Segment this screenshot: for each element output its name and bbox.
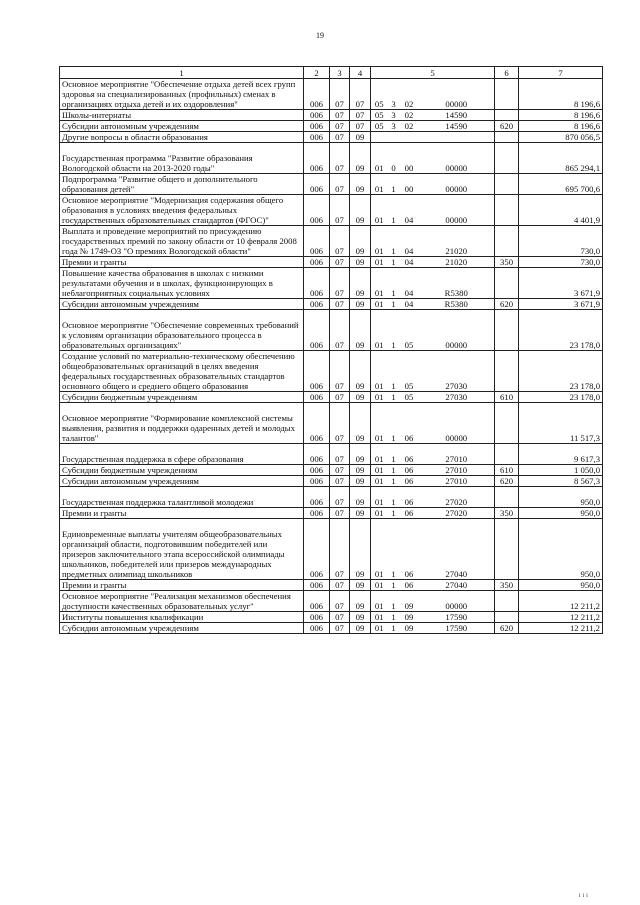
row-code-cell: 1: [388, 580, 400, 591]
header-cell: 6: [495, 67, 519, 79]
table-row: [60, 623, 603, 634]
row-name-cell: Подпрограмма "Развитие общего и дополнительного образования детей": [60, 174, 304, 195]
row-code-cell: 006: [304, 508, 330, 519]
row-code-cell: 006: [304, 591, 330, 612]
row-code-cell: 006: [304, 257, 330, 268]
row-code-cell: 00: [400, 143, 419, 174]
row-code-cell: 07: [330, 132, 350, 143]
row-code-cell: 01: [371, 403, 388, 444]
row-code-cell: 1: [388, 403, 400, 444]
row-code-cell: R5380: [419, 268, 495, 299]
row-amount-cell: 23 178,0: [519, 351, 603, 392]
header-cell: 4: [350, 67, 371, 79]
row-name-cell: Основное мероприятие "Формирование комплексной системы выявления, развития и поддержки одаренных детей и молодых талантов": [60, 403, 304, 444]
row-name-cell: Институты повышения квалификации: [60, 612, 304, 623]
table-row: [60, 110, 603, 121]
row-code-cell: 01: [371, 487, 388, 508]
row-code-cell: 01: [371, 580, 388, 591]
row-code-cell: 006: [304, 580, 330, 591]
table-row: [60, 580, 603, 591]
row-amount-cell: 3 671,9: [519, 268, 603, 299]
row-code-cell: 00000: [419, 310, 495, 351]
row-code-cell: 1: [388, 623, 400, 634]
row-code-cell: 06: [400, 403, 419, 444]
row-name-cell: Государственная поддержка в сфере образования: [60, 444, 304, 465]
row-code-cell: 006: [304, 476, 330, 487]
row-name-cell: Другие вопросы в области образования: [60, 132, 304, 143]
row-code-cell: 27010: [419, 476, 495, 487]
row-code-cell: 04: [400, 195, 419, 226]
row-code-cell: 01: [371, 508, 388, 519]
row-code-cell: [495, 195, 519, 226]
row-code-cell: 07: [330, 623, 350, 634]
row-code-cell: 09: [350, 132, 371, 143]
row-code-cell: 09: [350, 195, 371, 226]
row-code-cell: 07: [330, 268, 350, 299]
row-name-cell: Субсидии автономным учреждениям: [60, 121, 304, 132]
row-code-cell: 01: [371, 143, 388, 174]
header-cell: 5: [371, 67, 495, 79]
row-code-cell: 1: [388, 310, 400, 351]
row-code-cell: 006: [304, 487, 330, 508]
row-code-cell: [495, 310, 519, 351]
row-amount-cell: 8 196,6: [519, 110, 603, 121]
row-code-cell: 07: [330, 591, 350, 612]
table-row: [60, 195, 603, 226]
row-code-cell: 06: [400, 580, 419, 591]
row-code-cell: 05: [371, 121, 388, 132]
row-code-cell: 07: [330, 79, 350, 110]
row-code-cell: [495, 143, 519, 174]
row-name-cell: Основное мероприятие "Обеспечение отдыха детей всех групп здоровья на специализированных (профильных) сменах в организациях отдыха детей и их оздоровления": [60, 79, 304, 110]
row-amount-cell: 950,0: [519, 580, 603, 591]
row-code-cell: 01: [371, 612, 388, 623]
row-code-cell: 1: [388, 351, 400, 392]
row-code-cell: [495, 519, 519, 580]
table-row: [60, 465, 603, 476]
row-amount-cell: 8 196,6: [519, 121, 603, 132]
row-amount-cell: 1 050,0: [519, 465, 603, 476]
row-code-cell: 350: [495, 257, 519, 268]
row-code-cell: 02: [400, 110, 419, 121]
row-code-cell: 01: [371, 351, 388, 392]
row-code-cell: 06: [400, 508, 419, 519]
row-code-cell: [495, 612, 519, 623]
table-row: [60, 268, 603, 299]
row-code-cell: [495, 487, 519, 508]
row-code-cell: 05: [400, 351, 419, 392]
row-code-cell: 1: [388, 444, 400, 465]
row-code-cell: 07: [330, 476, 350, 487]
row-code-cell: [371, 132, 388, 143]
row-code-cell: [400, 132, 419, 143]
row-code-cell: 07: [330, 310, 350, 351]
row-code-cell: 01: [371, 257, 388, 268]
row-code-cell: 006: [304, 79, 330, 110]
row-code-cell: 3: [388, 79, 400, 110]
table-row: [60, 591, 603, 612]
row-code-cell: 04: [400, 268, 419, 299]
row-amount-cell: 12 211,2: [519, 612, 603, 623]
row-code-cell: 006: [304, 310, 330, 351]
row-name-cell: Основное мероприятие "Обеспечение современных требований к условиям организации образовательного процесса в образовательных организациях": [60, 310, 304, 351]
row-name-cell: Субсидии автономным учреждениям: [60, 476, 304, 487]
row-code-cell: 006: [304, 268, 330, 299]
row-code-cell: 07: [330, 519, 350, 580]
row-code-cell: 07: [330, 110, 350, 121]
row-code-cell: 09: [350, 403, 371, 444]
row-code-cell: 006: [304, 351, 330, 392]
row-code-cell: 09: [350, 465, 371, 476]
row-code-cell: 01: [371, 444, 388, 465]
row-code-cell: 01: [371, 268, 388, 299]
table-row: [60, 310, 603, 351]
row-name-cell: Основное мероприятие "Модернизация содержания общего образования в условиях введения федеральных государственных образовательных стандартов (ФГОС)": [60, 195, 304, 226]
row-code-cell: 05: [400, 392, 419, 403]
row-code-cell: 006: [304, 519, 330, 580]
row-code-cell: 14590: [419, 110, 495, 121]
row-code-cell: 27020: [419, 508, 495, 519]
row-code-cell: 07: [330, 465, 350, 476]
row-code-cell: 00000: [419, 195, 495, 226]
table-row: [60, 174, 603, 195]
row-code-cell: 620: [495, 476, 519, 487]
row-code-cell: 09: [350, 143, 371, 174]
row-amount-cell: 730,0: [519, 226, 603, 257]
row-code-cell: 006: [304, 392, 330, 403]
row-code-cell: 07: [330, 143, 350, 174]
row-code-cell: 27030: [419, 392, 495, 403]
row-code-cell: [495, 351, 519, 392]
row-amount-cell: 23 178,0: [519, 392, 603, 403]
header-row: [60, 67, 603, 79]
row-code-cell: 01: [371, 310, 388, 351]
row-code-cell: [495, 403, 519, 444]
row-name-cell: Субсидии автономным учреждениям: [60, 299, 304, 310]
row-name-cell: Государственная программа "Развитие образования Вологодской области на 2013-2020 годы": [60, 143, 304, 174]
row-code-cell: 006: [304, 110, 330, 121]
row-code-cell: [495, 79, 519, 110]
row-code-cell: 3: [388, 110, 400, 121]
row-code-cell: 04: [400, 299, 419, 310]
row-name-cell: Основное мероприятие "Реализация механизмов обеспечения доступности качественных образовательных услуг": [60, 591, 304, 612]
row-amount-cell: 950,0: [519, 508, 603, 519]
row-code-cell: 610: [495, 465, 519, 476]
row-code-cell: 09: [350, 444, 371, 465]
page-number: 19: [316, 31, 324, 40]
row-code-cell: [419, 132, 495, 143]
row-code-cell: 006: [304, 612, 330, 623]
row-code-cell: 14590: [419, 121, 495, 132]
row-code-cell: 09: [350, 591, 371, 612]
row-code-cell: 01: [371, 465, 388, 476]
row-amount-cell: 12 211,2: [519, 591, 603, 612]
row-code-cell: 09: [350, 299, 371, 310]
header-cell: 7: [519, 67, 603, 79]
row-code-cell: 06: [400, 465, 419, 476]
row-code-cell: 07: [330, 195, 350, 226]
row-amount-cell: 23 178,0: [519, 310, 603, 351]
row-name-cell: Выплата и проведение мероприятий по присуждению государственных премий по закону области от 10 февраля 2008 года № 1749-ОЗ "О премиях Вологодской области": [60, 226, 304, 257]
table-row: [60, 351, 603, 392]
row-code-cell: [495, 110, 519, 121]
row-code-cell: 006: [304, 403, 330, 444]
row-code-cell: [495, 591, 519, 612]
row-amount-cell: 950,0: [519, 519, 603, 580]
row-name-cell: Субсидии бюджетным учреждениям: [60, 465, 304, 476]
row-code-cell: 09: [350, 174, 371, 195]
table-row: [60, 143, 603, 174]
row-code-cell: 21020: [419, 257, 495, 268]
row-code-cell: 006: [304, 132, 330, 143]
row-code-cell: 21020: [419, 226, 495, 257]
row-code-cell: 07: [330, 392, 350, 403]
table-row: [60, 519, 603, 580]
row-code-cell: 04: [400, 226, 419, 257]
row-code-cell: 1: [388, 519, 400, 580]
row-code-cell: 006: [304, 195, 330, 226]
row-code-cell: 006: [304, 299, 330, 310]
row-code-cell: 09: [350, 580, 371, 591]
header-cell: 1: [60, 67, 304, 79]
row-amount-cell: 695 700,6: [519, 174, 603, 195]
row-code-cell: 620: [495, 623, 519, 634]
row-amount-cell: 3 671,9: [519, 299, 603, 310]
table-row: [60, 132, 603, 143]
row-code-cell: 07: [330, 351, 350, 392]
row-name-cell: Повышение качества образования в школах с низкими результатами обучения и в школах, функционирующих в неблагоприятных социальных условиях: [60, 268, 304, 299]
row-code-cell: 07: [330, 226, 350, 257]
row-name-cell: Государственная поддержка талантливой молодежи: [60, 487, 304, 508]
row-code-cell: 06: [400, 444, 419, 465]
row-code-cell: 1: [388, 299, 400, 310]
row-name-cell: Школы-интернаты: [60, 110, 304, 121]
row-code-cell: 1: [388, 465, 400, 476]
row-code-cell: 00000: [419, 174, 495, 195]
row-code-cell: 350: [495, 580, 519, 591]
row-code-cell: 01: [371, 623, 388, 634]
row-code-cell: 006: [304, 174, 330, 195]
row-code-cell: 09: [350, 476, 371, 487]
row-code-cell: [495, 132, 519, 143]
row-code-cell: 01: [371, 519, 388, 580]
row-code-cell: 01: [371, 392, 388, 403]
row-code-cell: 07: [330, 612, 350, 623]
row-amount-cell: 12 211,2: [519, 623, 603, 634]
row-code-cell: 1: [388, 174, 400, 195]
row-code-cell: 006: [304, 143, 330, 174]
row-code-cell: 09: [350, 392, 371, 403]
row-code-cell: 006: [304, 465, 330, 476]
row-code-cell: 07: [330, 299, 350, 310]
row-amount-cell: 950,0: [519, 487, 603, 508]
row-code-cell: 01: [371, 174, 388, 195]
row-code-cell: 610: [495, 392, 519, 403]
table-row: [60, 487, 603, 508]
row-code-cell: 01: [371, 299, 388, 310]
row-code-cell: 0: [388, 143, 400, 174]
row-code-cell: R5380: [419, 299, 495, 310]
row-code-cell: 06: [400, 476, 419, 487]
row-code-cell: 09: [400, 591, 419, 612]
row-code-cell: 09: [350, 623, 371, 634]
row-code-cell: 07: [330, 403, 350, 444]
row-code-cell: 1: [388, 487, 400, 508]
row-amount-cell: 870 056,5: [519, 132, 603, 143]
row-code-cell: 09: [350, 519, 371, 580]
row-name-cell: Субсидии бюджетным учреждениям: [60, 392, 304, 403]
row-code-cell: 27040: [419, 580, 495, 591]
row-code-cell: [495, 226, 519, 257]
row-amount-cell: 9 617,3: [519, 444, 603, 465]
row-code-cell: 00: [400, 174, 419, 195]
row-code-cell: 06: [400, 487, 419, 508]
row-code-cell: 1: [388, 257, 400, 268]
row-code-cell: 00000: [419, 143, 495, 174]
row-code-cell: 27010: [419, 444, 495, 465]
row-code-cell: 1: [388, 508, 400, 519]
row-code-cell: 620: [495, 299, 519, 310]
row-code-cell: 27030: [419, 351, 495, 392]
table-row: [60, 299, 603, 310]
budget-table: [59, 66, 603, 634]
row-code-cell: 07: [330, 174, 350, 195]
row-code-cell: 01: [371, 591, 388, 612]
row-code-cell: [495, 268, 519, 299]
row-code-cell: 1: [388, 392, 400, 403]
row-code-cell: 09: [350, 508, 371, 519]
row-code-cell: 00000: [419, 403, 495, 444]
row-code-cell: [495, 444, 519, 465]
row-code-cell: 27010: [419, 465, 495, 476]
row-code-cell: 07: [330, 257, 350, 268]
row-code-cell: 01: [371, 195, 388, 226]
row-code-cell: 17590: [419, 612, 495, 623]
row-code-cell: 09: [350, 351, 371, 392]
row-amount-cell: 8 567,3: [519, 476, 603, 487]
row-name-cell: Премии и гранты: [60, 508, 304, 519]
row-amount-cell: 730,0: [519, 257, 603, 268]
row-code-cell: 02: [400, 79, 419, 110]
row-code-cell: 09: [400, 612, 419, 623]
row-code-cell: 04: [400, 257, 419, 268]
row-code-cell: 17590: [419, 623, 495, 634]
row-code-cell: 27020: [419, 487, 495, 508]
table-row: [60, 508, 603, 519]
row-code-cell: 006: [304, 121, 330, 132]
row-code-cell: 06: [400, 519, 419, 580]
row-code-cell: 1: [388, 476, 400, 487]
header-cell: 2: [304, 67, 330, 79]
row-code-cell: 09: [350, 612, 371, 623]
row-code-cell: 01: [371, 226, 388, 257]
row-code-cell: 1: [388, 226, 400, 257]
table-row: [60, 121, 603, 132]
row-name-cell: Премии и гранты: [60, 580, 304, 591]
row-amount-cell: 8 196,6: [519, 79, 603, 110]
row-code-cell: 00000: [419, 79, 495, 110]
row-amount-cell: 11 517,3: [519, 403, 603, 444]
scan-mark: ı ı ı: [578, 891, 588, 899]
row-code-cell: 09: [350, 226, 371, 257]
row-code-cell: 1: [388, 268, 400, 299]
row-code-cell: 1: [388, 195, 400, 226]
row-code-cell: [495, 174, 519, 195]
row-code-cell: 09: [350, 487, 371, 508]
row-code-cell: 1: [388, 591, 400, 612]
row-code-cell: 00000: [419, 591, 495, 612]
row-code-cell: 07: [350, 79, 371, 110]
row-code-cell: 620: [495, 121, 519, 132]
row-code-cell: 07: [330, 580, 350, 591]
row-name-cell: Создание условий по материально-техническому обеспечению общеобразовательных организаций в целях введения федеральных государственных образовательных стандартов основного общего и среднего общего образования: [60, 351, 304, 392]
table-row: [60, 226, 603, 257]
row-code-cell: 07: [350, 121, 371, 132]
row-code-cell: 350: [495, 508, 519, 519]
row-code-cell: [388, 132, 400, 143]
row-code-cell: 05: [400, 310, 419, 351]
row-code-cell: 01: [371, 476, 388, 487]
table-row: [60, 612, 603, 623]
row-code-cell: 006: [304, 623, 330, 634]
table-row: [60, 444, 603, 465]
row-code-cell: 07: [350, 110, 371, 121]
header-cell: 3: [330, 67, 350, 79]
table-row: [60, 79, 603, 110]
row-code-cell: 1: [388, 612, 400, 623]
row-code-cell: 09: [350, 310, 371, 351]
table-row: [60, 257, 603, 268]
row-name-cell: Единовременные выплаты учителям общеобразовательных организаций области, подготовившим победителей или призеров заключительного этапа всероссийской олимпиады школьников, победителей или призеров международных предметных олимпиад школьников: [60, 519, 304, 580]
row-code-cell: 27040: [419, 519, 495, 580]
row-code-cell: 3: [388, 121, 400, 132]
row-code-cell: 07: [330, 444, 350, 465]
table-row: [60, 403, 603, 444]
row-code-cell: 006: [304, 444, 330, 465]
row-code-cell: 07: [330, 487, 350, 508]
row-code-cell: 07: [330, 508, 350, 519]
row-code-cell: 006: [304, 226, 330, 257]
table-row: [60, 476, 603, 487]
table-row: [60, 392, 603, 403]
row-name-cell: Премии и гранты: [60, 257, 304, 268]
row-code-cell: 05: [371, 110, 388, 121]
row-code-cell: 07: [330, 121, 350, 132]
row-code-cell: 09: [350, 257, 371, 268]
row-amount-cell: 865 294,1: [519, 143, 603, 174]
row-code-cell: 02: [400, 121, 419, 132]
row-code-cell: 09: [350, 268, 371, 299]
row-code-cell: 09: [400, 623, 419, 634]
row-code-cell: 05: [371, 79, 388, 110]
row-amount-cell: 4 401,9: [519, 195, 603, 226]
row-name-cell: Субсидии автономным учреждениям: [60, 623, 304, 634]
